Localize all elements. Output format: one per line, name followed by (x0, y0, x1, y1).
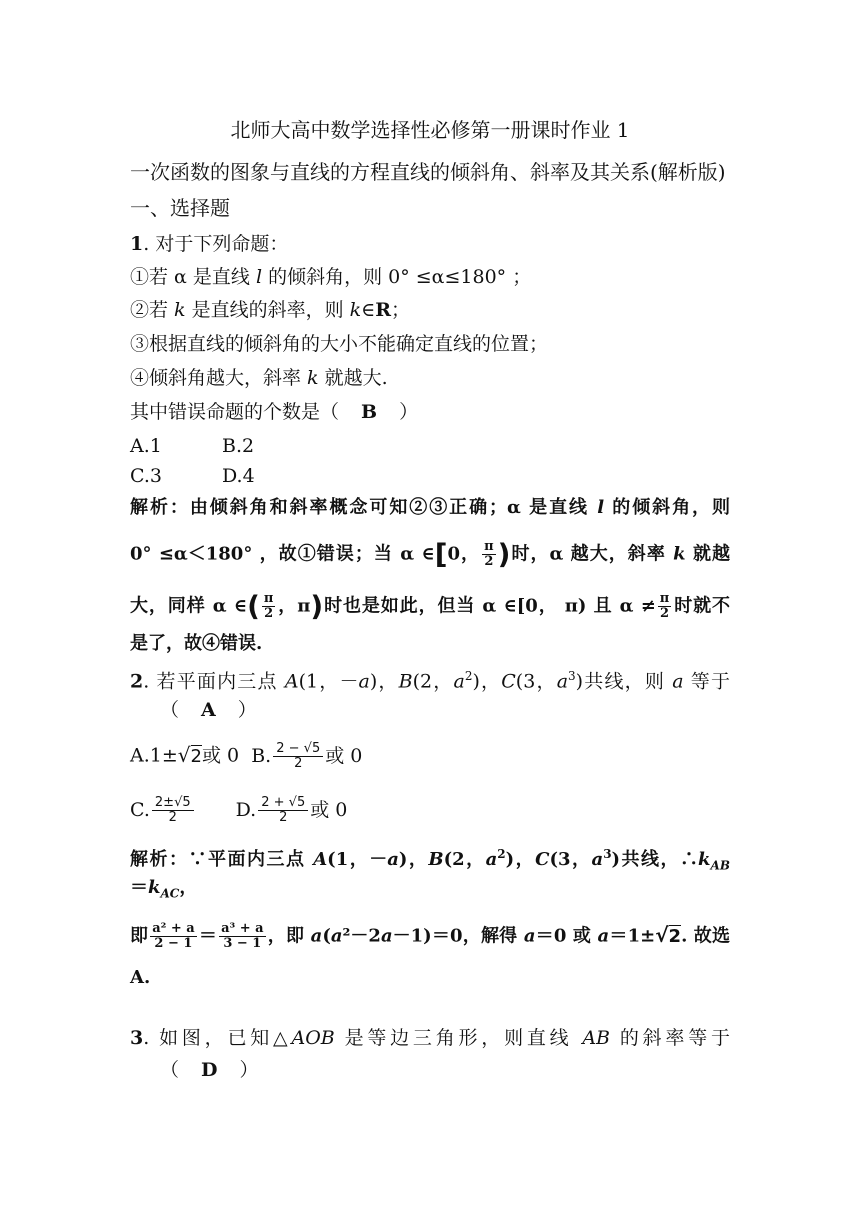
q1-options-row-1 (130, 434, 255, 458)
q2-number: 2 (130, 670, 144, 693)
q1-options-row-2 (130, 464, 255, 488)
fraction-pi-over-2: $\frac{\pi}{2}$ (484, 539, 494, 569)
q2-ask: （ A ） (160, 699, 257, 721)
q1-proposition-2: ②若 k 是直线的斜率，则 k∈R； (130, 299, 411, 321)
q1-analysis-line-3: 大，同样 α ∈( $\frac{\pi}{2}$ ，π)时也是如此，但当 α ∈[0， π) 且 α ≠ $\frac{\pi}{2}$ 时就不 (130, 589, 730, 623)
q2-options-row-1 (130, 742, 362, 771)
q2-analysis-label: 解析： (130, 849, 189, 870)
q2-stem: 2. 若平面内三点 A(1，－a)，B(2，$a^2$)，C(3，$a^3$)共线，则 a 等于 (130, 669, 730, 693)
q1-option-c: C.3 (130, 465, 162, 487)
fraction-option-d: $\frac{2 + √5}{2}$ (258, 796, 308, 825)
q1-number: 1 (130, 233, 144, 255)
q1-option-a: A.1 (130, 435, 162, 457)
q2-option-d: D. $\frac{2 + √5}{2}$ 或 0 (235, 795, 348, 825)
q1-ask: 其中错误命题的个数是（ B ） (130, 401, 419, 423)
fraction-pi-over-2: $\frac{\pi}{2}$ (263, 591, 274, 621)
sqrt-symbol: √2 (177, 742, 202, 767)
q2-answer: A (201, 699, 216, 721)
q2-analysis-line-3: 即 $\frac{\text{a² + a}}{2 - 1}$ ＝ $\frac{\text{a³ + a}}{3 - 1}$ ，即 a(a²－2a－1)＝0，解得 a＝0 或 a＝1±√2. 故选 (130, 921, 730, 951)
q1-analysis-line-1: 解析：由倾斜角和斜率概念可知②③正确；α 是直线 l 的倾斜角，则 (130, 497, 730, 518)
fraction-slope-ab: $\frac{\text{a² + a}}{2 - 1}$ (152, 921, 195, 951)
q2-analysis-line-1: 解析：∵平面内三点 A(1，－a)，B(2，$a^2$)，C(3，$a^3$)共线，$\therefore k_{AB}$ (130, 847, 730, 873)
q1-answer: B (361, 401, 378, 423)
fraction-slope-ac: $\frac{\text{a³ + a}}{3 - 1}$ (221, 921, 264, 951)
q1-analysis-line-4: 是了，故④错误. (130, 633, 263, 654)
q1-stem: 1. 对于下列命题： (130, 233, 289, 255)
q2-analysis-line-4: A. (130, 967, 151, 988)
q3-stem: 3. 如图，已知△AOB 是等边三角形，则直线 AB 的斜率等于 (130, 1027, 730, 1049)
fraction-option-b: $\frac{2 - √5}{2}$ (273, 742, 323, 771)
sqrt-symbol: √2 (655, 922, 682, 947)
section-heading: 一、选择题 (130, 196, 230, 220)
q1-analysis-line-2: 0° ≤α＜180° ，故①错误；当 α ∈[0， $\frac{\pi}{2}$ )时，α 越大，斜率 k 就越 (130, 537, 730, 571)
q2-option-a: A.1±√2或 0 (130, 742, 240, 767)
q2-option-c: C. $\frac{2\pm√5}{2}$ (130, 799, 196, 821)
q3-ask: （ D ） (160, 1059, 259, 1081)
q3-answer: D (201, 1059, 218, 1081)
q1-proposition-1: ①若 α 是直线 l 的倾斜角，则 0° ≤α≤180° ； (130, 266, 532, 288)
q1-analysis-label: 解析： (130, 497, 190, 518)
document-title: 北师大高中数学选择性必修第一册课时作业 1 (230, 118, 630, 142)
document-subtitle: 一次函数的图象与直线的方程直线的倾斜角、斜率及其关系(解析版) (130, 160, 726, 184)
q2-analysis-line-2: $=k_{AC}$， (130, 877, 198, 901)
q2-option-b: B. $\frac{2 - √5}{2}$ 或 0 (251, 741, 363, 771)
q1-proposition-3: ③根据直线的倾斜角的大小不能确定直线的位置； (130, 333, 549, 355)
q1-proposition-4: ④倾斜角越大，斜率 k 就越大. (130, 367, 388, 389)
q1-option-d: D.4 (222, 465, 255, 487)
q1-option-b: B.2 (222, 435, 255, 457)
fraction-pi-over-2: $\frac{\pi}{2}$ (659, 591, 670, 621)
q3-number: 3 (130, 1027, 144, 1049)
fraction-option-c: $\frac{2\pm√5}{2}$ (152, 796, 194, 825)
q2-options-row-2 (130, 796, 347, 825)
